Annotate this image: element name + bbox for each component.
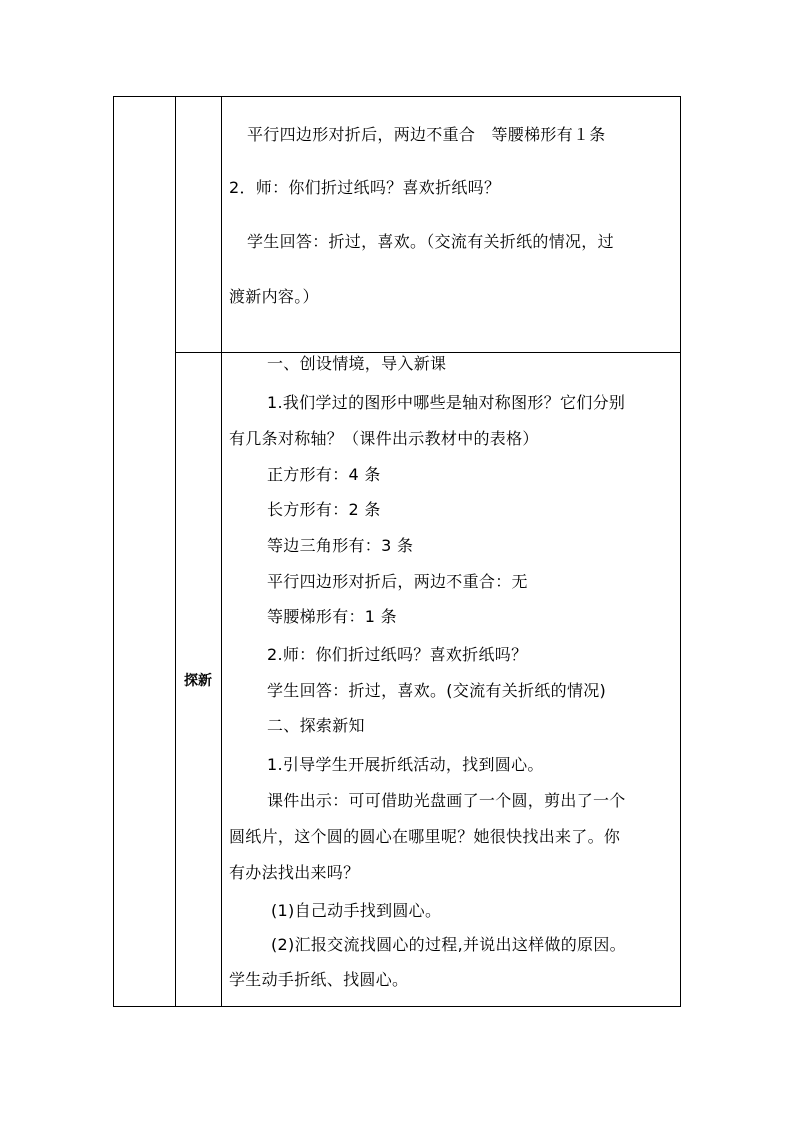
row1-line-4: 渡新内容。）: [229, 287, 319, 306]
row2-line-10: 学生回答：折过，喜欢。(交流有关折纸的情况): [267, 681, 607, 700]
row2-line-14: 圆纸片，这个圆的圆心在哪里呢？她很快找出来了。你: [229, 827, 621, 846]
table-left-border: [113, 96, 114, 1007]
row1-line-1: 平行四边形对折后，两边不重合 等腰梯形有１条: [247, 125, 606, 144]
row2-heading-1: 一、创设情境，导入新课: [267, 354, 447, 373]
table-right-border: [680, 96, 681, 1007]
row2-line-16: (1)自己动手找到圆心。: [271, 901, 442, 920]
table-top-border: [113, 96, 681, 97]
row2-line-12: 1.引导学生开展折纸活动，找到圆心。: [267, 755, 544, 774]
row2-line-17: (2)汇报交流找圆心的过程,并说出这样做的原因。: [271, 935, 626, 954]
row2-line-18: 学生动手折纸、找圆心。: [229, 970, 409, 989]
section-label: 探新: [184, 673, 212, 689]
row2-line-8: 等腰梯形有：1 条: [267, 607, 397, 626]
row2-line-6: 等边三角形有：3 条: [267, 536, 414, 555]
row2-line-15: 有办法找出来吗？: [229, 863, 360, 882]
row2-line-13: 课件出示：可可借助光盘画了一个圆，剪出了一个: [267, 791, 626, 810]
row1-line-2: 2．师：你们折过纸吗？喜欢折纸吗？: [229, 178, 501, 197]
row2-heading-2: 二、探索新知: [267, 716, 365, 735]
row2-line-4: 正方形有：4 条: [267, 465, 381, 484]
table-column-divider-2: [221, 96, 222, 1007]
row2-line-5: 长方形有：2 条: [267, 500, 381, 519]
row2-line-7: 平行四边形对折后，两边不重合：无: [267, 572, 528, 591]
row2-line-2: 1.我们学过的图形中哪些是轴对称图形？它们分别: [267, 393, 626, 412]
table-column-divider-1: [175, 96, 176, 1007]
table-bottom-border: [113, 1006, 681, 1007]
row1-line-3: 学生回答：折过，喜欢。（交流有关折纸的情况，过: [247, 232, 614, 251]
row2-line-9: 2.师：你们折过纸吗？喜欢折纸吗？: [267, 645, 528, 664]
row2-line-3: 有几条对称轴？（课件出示教材中的表格）: [229, 429, 539, 448]
